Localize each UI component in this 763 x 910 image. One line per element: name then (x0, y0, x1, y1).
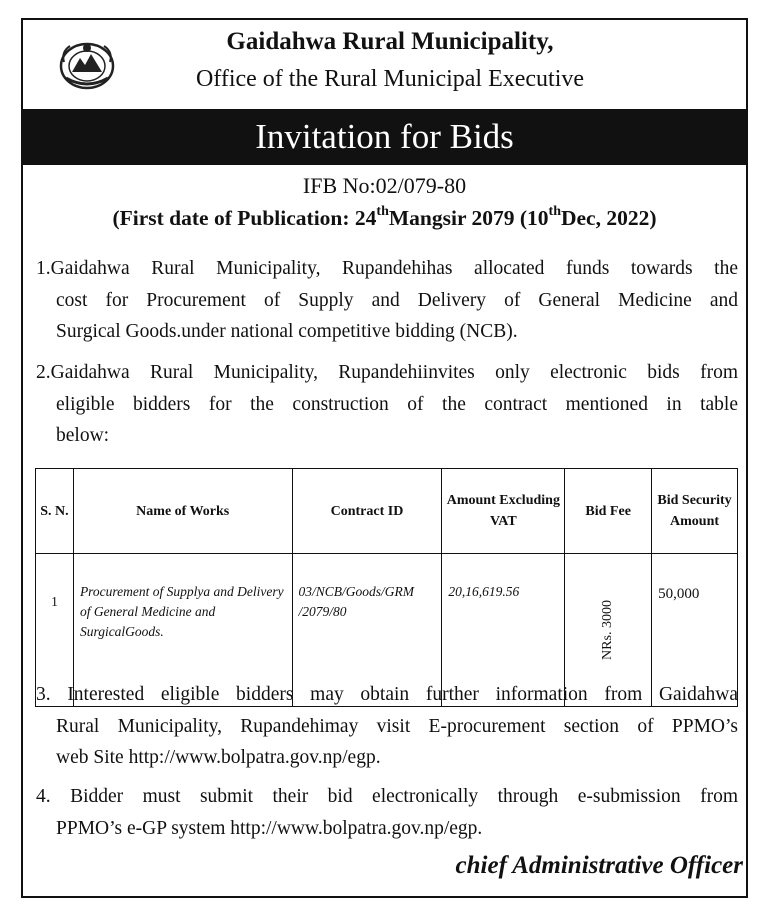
signature-title: chief Administrative Officer (455, 852, 743, 879)
cell-security: 50,000 (652, 554, 738, 707)
p2-line-2: eligible bidders for the construction of the contract mentioned in table (56, 393, 738, 415)
pub-prefix: (First date of Publication: 24 (112, 206, 377, 230)
paragraph-1 (36, 253, 738, 348)
header-sn: S. N. (36, 469, 74, 554)
table-header-row (36, 469, 738, 554)
header-works: Name of Works (73, 469, 292, 554)
publication-date (23, 206, 746, 231)
government-emblem-icon (58, 38, 116, 90)
header-contract: Contract ID (292, 469, 442, 554)
cell-works: Procurement of Supplya and Delivery of General Medicine and SurgicalGoods. (73, 554, 292, 707)
banner-title: Invitation for Bids (23, 109, 746, 165)
pub-mid: Mangsir 2079 (10 (388, 206, 549, 230)
office-name: Office of the Rural Municipal Executive (195, 66, 585, 92)
organization-name: Gaidahwa Rural Municipality, (226, 28, 554, 55)
cell-amount: 20,16,619.56 (442, 554, 565, 707)
p4-line-2: PPMO’s e-GP system http://www.bolpatra.gov.np/egp. (56, 817, 483, 839)
cell-fee-text: NRs. 3000 (600, 600, 616, 660)
cell-sn: 1 (36, 554, 74, 707)
paragraph-4 (36, 781, 738, 844)
p1-line-1: 1.Gaidahwa Rural Municipality, Rupandehihas allocated funds towards the (36, 258, 738, 279)
p4-line-1: 4. Bidder must submit their bid electronically through e-submission from (36, 786, 738, 807)
p3-line-2: Rural Municipality, Rupandehimay visit E-procurement section of PPMO’s (56, 715, 738, 737)
paragraph-3 (36, 679, 738, 774)
header-fee: Bid Fee (565, 469, 652, 554)
paragraph-2 (36, 357, 738, 452)
pub-sup-2: th (548, 204, 561, 219)
p2-line-1: 2.Gaidahwa Rural Municipality, Rupandehiinvites only electronic bids from (36, 362, 738, 383)
bids-table (35, 468, 738, 707)
ifb-number: IFB No:02/079-80 (302, 173, 467, 198)
p1-line-2: cost for Procurement of Supply and Delivery of General Medicine and (56, 289, 738, 311)
pub-suffix: Dec, 2022) (560, 206, 657, 230)
p1-line-3: Surgical Goods.under national competitive bidding (NCB). (56, 321, 518, 342)
p3-line-3: web Site http://www.bolpatra.gov.np/egp. (56, 747, 381, 768)
pub-sup-1: th (376, 204, 389, 219)
header-security: Bid Security Amount (652, 469, 738, 554)
header-amount: Amount Excluding VAT (442, 469, 565, 554)
p3-line-1: 3. Interested eligible bidders may obtain further information from Gaidahwa (36, 684, 738, 705)
p2-line-3: below: (56, 425, 110, 446)
cell-contract: 03/NCB/Goods/GRM /2079/80 (292, 554, 442, 707)
